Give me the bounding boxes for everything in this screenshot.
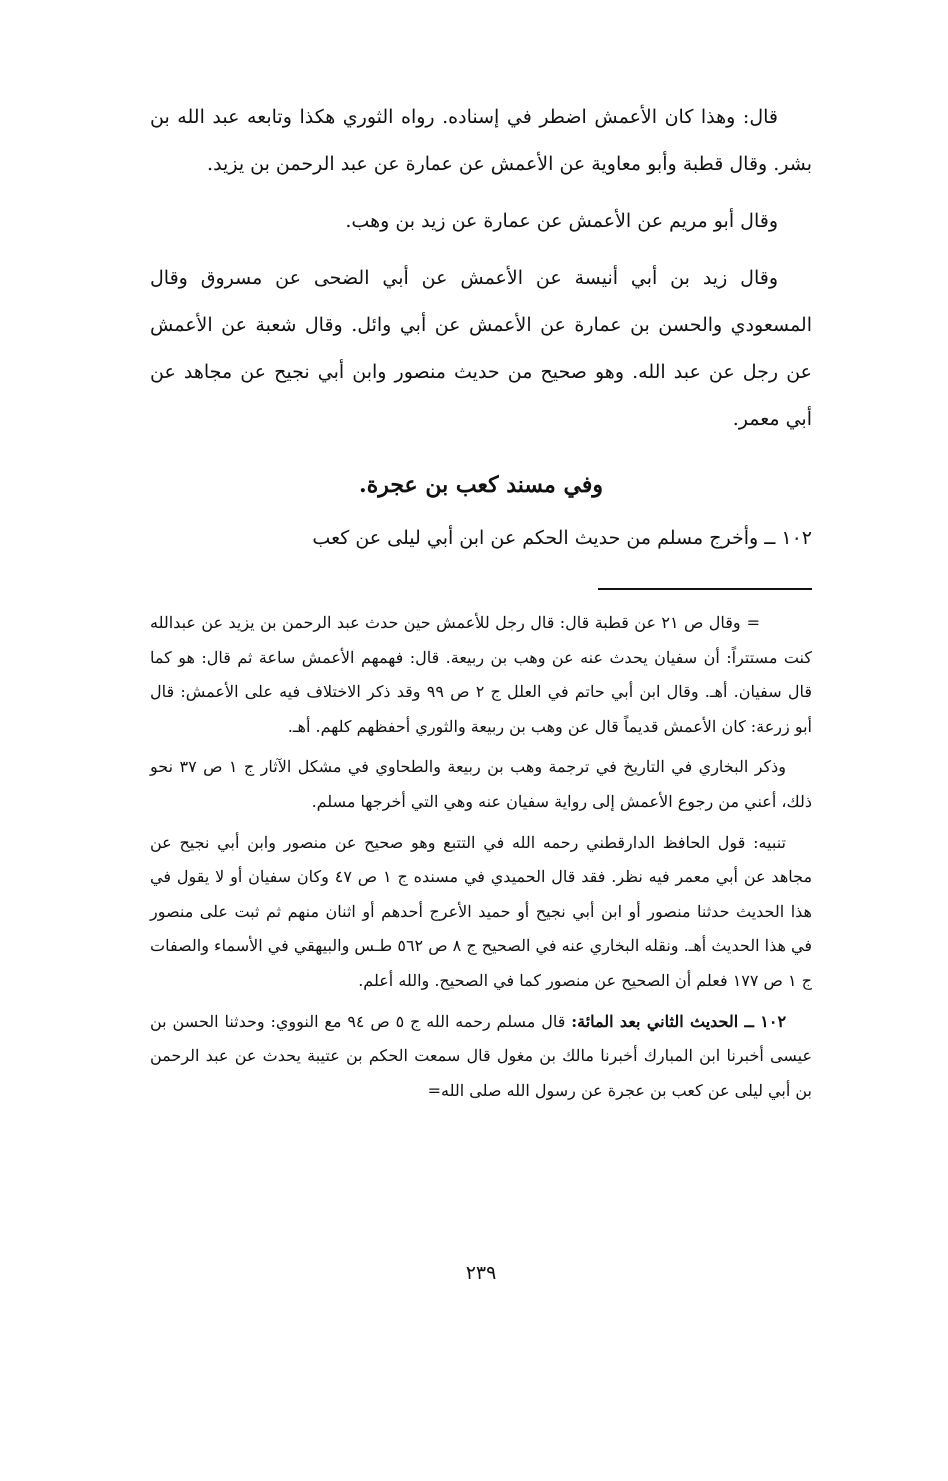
hadith-number-heading: ١٠٢ ــ الحديث الثاني بعد المائة: (571, 1011, 787, 1031)
footnote-paragraph-1-text: وقال ص ٢١ عن قطبة قال: قال رجل للأعمش حين حدث عبد الرحمن بن يزيد عن عبدالله كنت مستتراً: أن سفيان يحدث عنه عن وهب بن ربيعة. قال: فهمهم الأعمش ساعة ثم قال: هو كما قال سفيان. أهـ. وقال ابن أبي حاتم في العلل ج ٢ ص ٩٩ وقد ذكر الاختلاف فيه على الأعمش: قال أبو زرعة: كان الأعمش قديماً قال عن وهب بن ربيعة والثوري أحفظهم كلهم. أهـ. (150, 613, 813, 736)
continuation-mark: = (746, 613, 761, 632)
footnote-paragraph-4 (150, 1005, 812, 1109)
hadith-intro-line: ١٠٢ ــ وأخرج مسلم من حديث الحكم عن ابن أبي ليلى عن كعب (312, 527, 812, 549)
footnotes (150, 606, 812, 1108)
footnote-paragraph-4-text: قال مسلم رحمه الله ج ٥ ص ٩٤ مع النووي: وحدثنا الحسن بن عيسى أخبرنا ابن المبارك أخبرنا مالك بن مغول قال سمعت الحكم بن عتيبة يحدث عن عبد الرحمن بن أبي ليلى عن كعب بن عجرة عن رسول الله صلى الله= (150, 1011, 812, 1100)
footnote-paragraph-2: وذكر البخاري في التاريخ في ترجمة وهب بن ربيعة والطحاوي في مشكل الآثار ج ١ ص ٣٧ نحو ذلك، أعني من رجوع الأعمش إلى رواية سفيان عنه وهي التي أخرجها مسلم. (150, 757, 812, 811)
main-paragraph-2: وقال أبو مريم عن الأعمش عن عمارة عن زيد بن وهب. (345, 210, 778, 232)
main-text-top (150, 94, 812, 443)
main-paragraph-1: قال: وهذا كان الأعمش اضطر في إسناده. رواه الثوري هكذا وتابعه عبد الله بن بشر. وقال قطبة وأبو معاوية عن الأعمش عن عمارة عن عبد الرحمن بن يزيد. (150, 106, 812, 175)
footnote-separator (598, 588, 812, 590)
main-paragraph-3: وقال زيد بن أبي أنيسة عن الأعمش عن أبي الضحى عن مسروق وقال المسعودي والحسن بن عمارة عن الأعمش عن أبي وائل. وقال شعبة عن الأعمش عن رجل عن عبد الله. وهو صحيح من حديث منصور وابن أبي نجيح عن مجاهد عن أبي معمر. (150, 267, 812, 430)
footnote-paragraph-3: تنبيه: قول الحافظ الدارقطني رحمه الله في التتبع وهو صحيح عن منصور وابن أبي نجيح عن مجاهد عن أبي معمر فيه نظر. فقد قال الحميدي في مسنده ج ١ ص ٤٧ وكان سفيان أو لا يقول في هذا الحديث حدثنا منصور أو ابن أبي نجيح أو حميد الأعرج أحدهم أو اثنان منهم ثم ثبت على منصور في هذا الحديث أهـ. ونقله البخاري عنه في الصحيح ج ٨ ص ٥٦٢ طـس والبيهقي في الأسماء والصفات ج ١ ص ١٧٧ فعلم أن الصحيح عن منصور كما في الصحيح. والله أعلم. (150, 832, 813, 990)
footnote-paragraph-1 (150, 606, 812, 744)
main-text-hadith (150, 515, 812, 562)
section-heading: وفي مسند كعب بن عجرة. (359, 472, 603, 498)
page-number: ٢٣٩ (465, 1262, 497, 1284)
